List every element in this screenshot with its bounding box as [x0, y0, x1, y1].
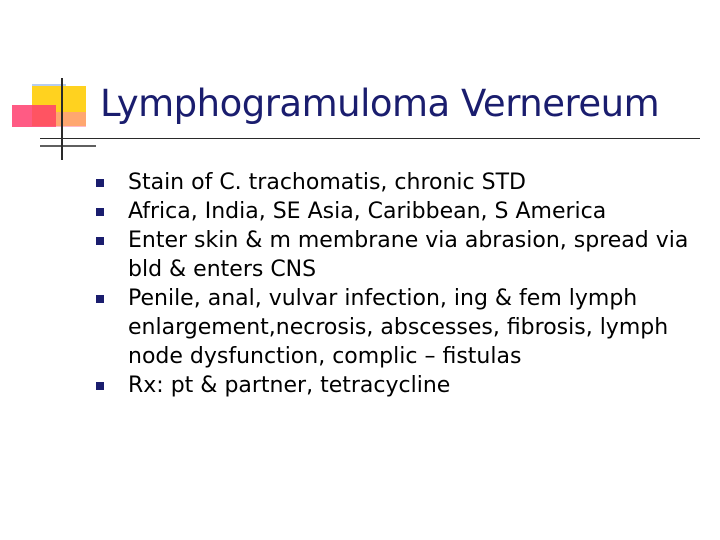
- bullet-text: Africa, India, SE Asia, Caribbean, S America: [128, 199, 607, 224]
- bullet-text: Enter skin & m membrane via abrasion, spread via bld & enters CNS: [128, 228, 689, 282]
- square-bullet-icon: [96, 295, 104, 303]
- slide-title: Lymphogramuloma Vernereum: [100, 82, 660, 125]
- bullet-item: [88, 226, 713, 284]
- bullet-text: Penile, anal, vulvar infection, ing & fem lymph enlargement,necrosis, abscesses, fibrosis, lymph node dysfunction, complic – fistulas: [128, 286, 669, 369]
- template-logo-icon: [0, 0, 110, 170]
- bullet-item: [88, 168, 713, 197]
- bullet-item: [88, 371, 713, 400]
- bullet-item: [88, 284, 713, 371]
- bullet-text: Rx: pt & partner, tetracycline: [128, 373, 451, 398]
- bullet-item: [88, 197, 713, 226]
- square-bullet-icon: [96, 208, 104, 216]
- square-bullet-icon: [96, 179, 104, 187]
- title-divider: [40, 138, 700, 139]
- bullet-text: Stain of C. trachomatis, chronic STD: [128, 170, 526, 195]
- square-bullet-icon: [96, 237, 104, 245]
- square-bullet-icon: [96, 382, 104, 390]
- bullet-list: [88, 168, 713, 400]
